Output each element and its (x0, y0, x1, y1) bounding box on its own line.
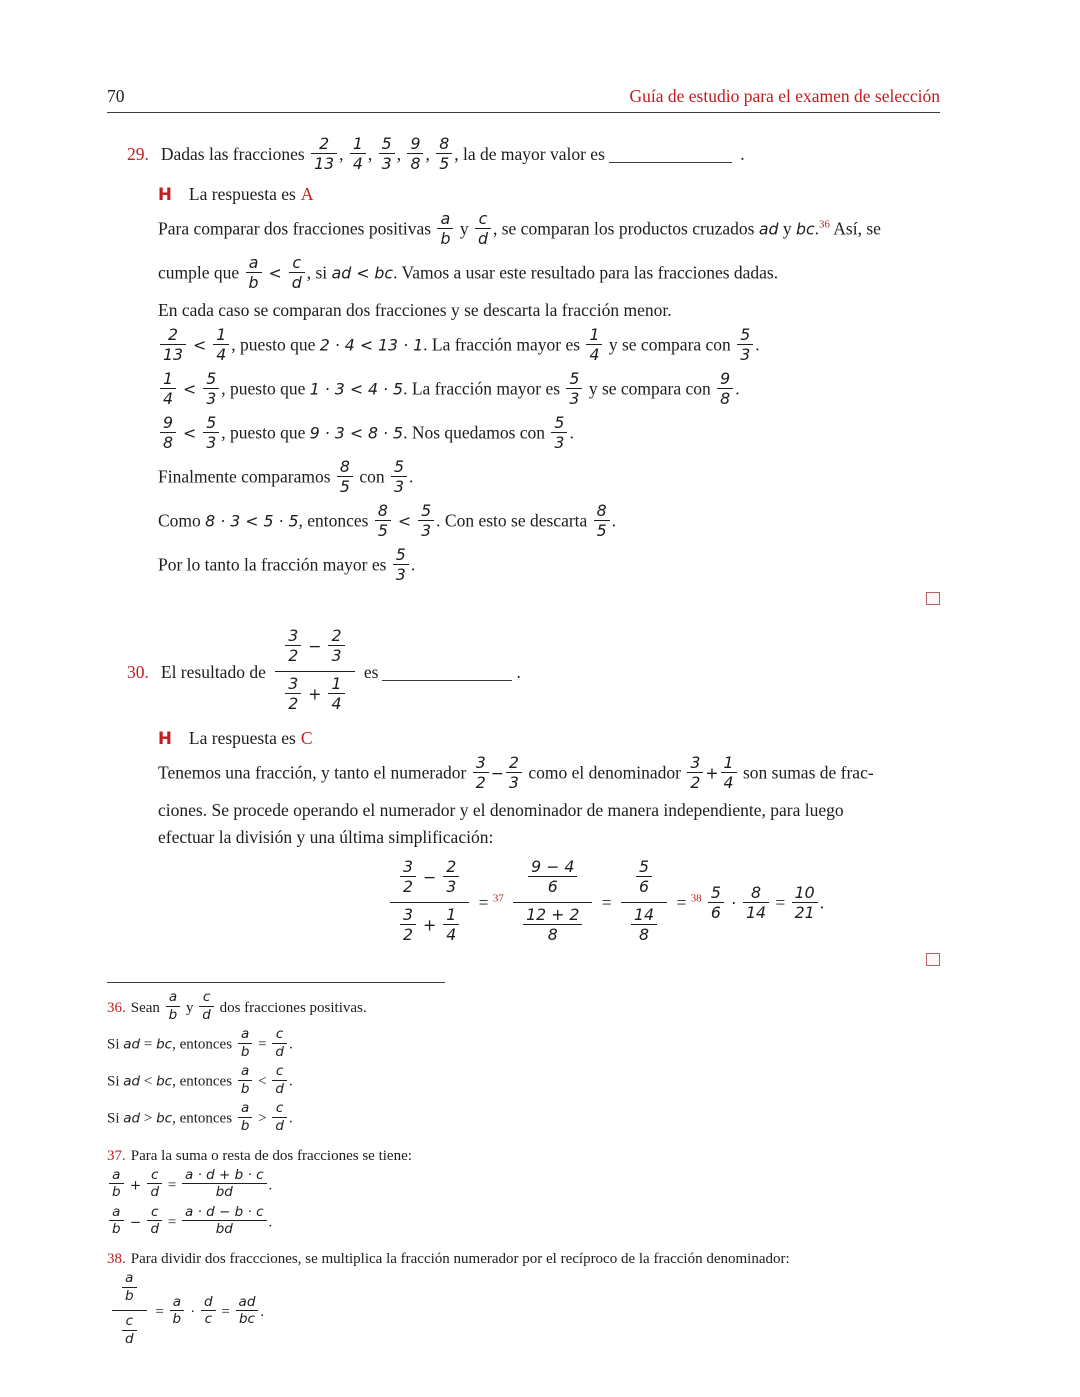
fraction: $\frac{3}{2}$ (285, 675, 301, 712)
footnote-text: Sean $\frac{a}{b}$ y $\frac{c}{d}$ dos fracciones positivas. (130, 989, 367, 1023)
fraction: $\frac{ad}{bc}$ (236, 1295, 259, 1327)
fraction: $\frac{5}{3}$ (203, 414, 219, 451)
problem-30 (107, 626, 940, 966)
fraction: $\frac{3}{2}$ (473, 754, 489, 791)
fraction: $\frac{1}{4}$ (586, 326, 602, 363)
answer-prefix: La respuesta es (188, 728, 296, 748)
answer-prefix: La respuesta es (188, 184, 296, 204)
fraction: $\frac{c}{d}$ (199, 990, 214, 1022)
fraction: $\frac{a}{b}$ (109, 1205, 124, 1237)
footnote-38 (107, 1251, 940, 1352)
footnote-number: 38. (107, 1250, 126, 1267)
footnote-line: $\frac{a}{b}$ − $\frac{c}{d}$ = $\frac{a \cdot d - b \cdot c}{bd}$ . (107, 1207, 940, 1239)
footnote-line: $\frac{\frac{a}{b}}{\frac{c}{d}}$ = $\frac{a}{b}$ · $\frac{d}{c}$ = $\frac{ad}{bc}$ . (107, 1273, 940, 1352)
math-expression: < (392, 511, 417, 531)
math-expression: + (418, 915, 442, 935)
problem-30-statement (127, 626, 940, 718)
math-expression: + (705, 763, 719, 783)
fraction: $\frac{c}{d}$ (122, 1314, 137, 1346)
footnote-number: 37. (107, 1147, 126, 1164)
fraction: $\frac{2}{13}$ (160, 326, 186, 363)
statement-text: Dadas las fracciones $\frac{2}{13}$ , $\frac{1}{4}$ , $\frac{5}{3}$ , $\frac{9}{8}$ , $\frac{8}{5}$ , la de mayor valor es . (160, 134, 745, 173)
footnote-text: Para la suma o resta de dos fracciones se tiene: (130, 1147, 412, 1164)
fraction: $\frac{5}{3}$ (203, 370, 219, 407)
fraction: $\frac{3}{2}$ (400, 858, 416, 895)
answer-line (158, 728, 940, 749)
fraction: $\frac{5}{3}$ (379, 135, 395, 172)
fraction: $\frac{2}{13}$ (311, 135, 337, 172)
problem-number: 30. (127, 661, 149, 682)
fraction: $\frac{2}{3}$ (506, 754, 522, 791)
fraction: $\frac{c}{d}$ (289, 254, 305, 291)
fraction: $\frac{5}{3}$ (551, 414, 567, 451)
footnote-line (107, 1251, 940, 1268)
fraction: $\frac{9}{8}$ (407, 135, 423, 172)
qed-box-icon (926, 592, 940, 605)
footnote-text: Para dividir dos fraccciones, se multiplica la fracción numerador por el recíproco de la fracción denominador: (130, 1250, 790, 1267)
math-expression: bc (156, 1110, 173, 1127)
footnote-ref: 38 (690, 892, 702, 905)
problem-29 (107, 134, 940, 605)
hint-marker: H (158, 729, 172, 748)
fraction: $\frac{1}{4}$ (160, 370, 176, 407)
fraction: $\frac{2}{3}$ (328, 627, 344, 664)
fraction: $\frac{9}{8}$ (717, 370, 733, 407)
complex-fraction (621, 858, 667, 947)
complex-fraction (275, 627, 354, 716)
fraction: $\frac{9 - 4}{6}$ (528, 858, 577, 895)
fraction: $\frac{a}{b}$ (122, 1271, 137, 1303)
fraction: $\frac{1}{4}$ (721, 754, 737, 791)
footnote-number: 36. (107, 999, 126, 1016)
math-expression: < (178, 423, 202, 443)
solution-line: En cada caso se comparan dos fracciones y se descarta la fracción menor. (158, 300, 672, 320)
solution-line: Tenemos una fracción, y tanto el numerador $\frac{3}{2}$ − $\frac{2}{3}$ como el denominador $\frac{3}{2}$ + $\frac{1}{4}$ son sumas de frac- (158, 753, 874, 792)
header-title: Guía de estudio para el examen de selección (629, 86, 940, 106)
math-expression: 2 · 4 < 13 · 1 (319, 335, 424, 355)
math-expression: 9 · 3 < 8 · 5 (309, 423, 404, 443)
fraction: $\frac{c}{d}$ (272, 1027, 287, 1059)
page-number: 70 (107, 86, 125, 106)
solution-line: efectuar la división y una última simplificación: (158, 827, 494, 847)
math-expression: + (125, 1177, 146, 1194)
solution-line: Por lo tanto la fracción mayor es $\frac{5}{3}$ . (158, 545, 416, 584)
fraction: $\frac{c}{d}$ (147, 1168, 162, 1200)
math-expression: + (303, 684, 327, 704)
math-expression: − (490, 763, 504, 783)
solution-line: Como 8 · 3 < 5 · 5, entonces $\frac{8}{5}$ < $\frac{5}{3}$ . Con esto se descarta $\frac{8}{5}$ . (158, 501, 617, 540)
fraction: $\frac{5}{6}$ (708, 884, 724, 921)
solution-line: cumple que $\frac{a}{b}$ < $\frac{c}{d}$ , si ad < bc. Vamos a usar este resultado para las fracciones dadas. (158, 253, 779, 292)
solution-line: $\frac{2}{13}$ < $\frac{1}{4}$ , puesto que 2 · 4 < 13 · 1. La fracción mayor es $\frac{1}{4}$ y se compara con $\frac{5}{3}$ . (158, 328, 940, 365)
math-expression: ad (123, 1073, 141, 1090)
math-expression: · (725, 893, 741, 913)
footnote-line (107, 1148, 940, 1165)
solution-29 (158, 209, 940, 585)
fraction: $\frac{a}{b}$ (109, 1168, 124, 1200)
fraction: $\frac{8}{14}$ (743, 884, 769, 921)
fraction: $\frac{c}{d}$ (475, 210, 491, 247)
complex-fraction (390, 858, 469, 947)
fraction: $\frac{5}{3}$ (393, 546, 409, 583)
fraction: $\frac{1}{4}$ (443, 906, 459, 943)
math-expression: bc (795, 219, 815, 239)
hint-marker: H (158, 185, 172, 204)
fraction: $\frac{5}{3}$ (418, 502, 434, 539)
fraction: $\frac{d}{c}$ (201, 1295, 216, 1327)
fraction: $\frac{14}{8}$ (631, 906, 657, 943)
fraction: $\frac{c}{d}$ (147, 1205, 162, 1237)
math-expression: < (263, 263, 287, 283)
problem-number: 29. (127, 143, 149, 164)
solution-line: $\frac{9}{8}$ < $\frac{5}{3}$ , puesto que 9 · 3 < 8 · 5. Nos quedamos con $\frac{5}{3}$ . (158, 416, 940, 453)
math-expression: ad (123, 1110, 141, 1127)
answer-blank (609, 144, 732, 163)
footnote-ref: 37 (492, 892, 504, 905)
statement-text: El resultado de $\frac{3}{2}$ − $\frac{2}{3}$ $\frac{3}{2}$ + $\frac{1}{4}$ es . (161, 662, 521, 682)
math-expression: · (186, 1304, 199, 1321)
solution-30 (158, 753, 940, 848)
fraction: $\frac{2}{3}$ (443, 858, 459, 895)
fraction: $\frac{3}{2}$ (285, 627, 301, 664)
display-equation: $\frac{3}{2}$ − $\frac{2}{3}$ $\frac{3}{2}$ + $\frac{1}{4}$ = $^{37}$ $\frac{\frac{9 - 4}{6}}{\frac{12 + 2}{8}}$ = $\frac{\frac{5}{6}}{\frac{14}{8}}$ = $^{38}$ $\frac{5}{6}$ · $\frac{8}{14}$ = $\frac{10}{21}$ . (385, 860, 940, 949)
math-expression: ad (758, 219, 779, 239)
fraction: $\frac{a}{b}$ (238, 1027, 253, 1059)
qed-box-icon (926, 953, 940, 966)
math-expression: − (303, 636, 327, 656)
math-expression: ad (123, 1036, 141, 1053)
answer-letter: A (300, 184, 314, 204)
fraction: $\frac{1}{4}$ (350, 135, 366, 172)
solution-line: $\frac{1}{4}$ < $\frac{5}{3}$ , puesto que 1 · 3 < 4 · 5. La fracción mayor es $\frac{5}{3}$ y se compara con $\frac{9}{8}$ . (158, 372, 940, 409)
fraction: $\frac{a \cdot d + b \cdot c}{bd}$ (182, 1168, 266, 1200)
fraction: $\frac{5}{3}$ (566, 370, 582, 407)
fraction: $\frac{1}{4}$ (213, 326, 229, 363)
answer-line (158, 184, 940, 205)
fraction: $\frac{5}{3}$ (737, 326, 753, 363)
fraction: $\frac{8}{5}$ (337, 458, 353, 495)
footnote-36 (107, 989, 940, 1136)
problem-29-statement (127, 134, 940, 174)
footnote-line: Si ad > bc, entonces $\frac{a}{b}$ > $\frac{c}{d}$ . (107, 1100, 293, 1135)
footnote-line: Si ad < bc, entonces $\frac{a}{b}$ < $\frac{c}{d}$ . (107, 1063, 293, 1097)
fraction: $\frac{a}{b}$ (238, 1064, 253, 1096)
complex-fraction (513, 858, 592, 947)
solution-line: ciones. Se procede operando el numerador y el denominador de manera independiente, para luego (158, 800, 844, 820)
math-expression: 1 · 3 < 4 · 5 (309, 379, 404, 399)
fraction: $\frac{3}{2}$ (687, 754, 703, 791)
math-expression: − (125, 1214, 146, 1231)
fraction: $\frac{1}{4}$ (328, 675, 344, 712)
fraction: $\frac{5}{3}$ (391, 458, 407, 495)
footnote-ref: 36 (819, 218, 830, 231)
answer-letter: C (300, 728, 313, 748)
fraction: $\frac{a}{b}$ (170, 1295, 185, 1327)
footnote-37 (107, 1148, 940, 1239)
fraction: $\frac{8}{5}$ (375, 502, 391, 539)
page-header (107, 86, 940, 113)
fraction: $\frac{8}{5}$ (594, 502, 610, 539)
math-expression: < (188, 335, 212, 355)
fraction: $\frac{8}{5}$ (436, 135, 452, 172)
fraction: $\frac{a}{b}$ (246, 254, 262, 291)
fraction: $\frac{a}{b}$ (166, 990, 181, 1022)
fraction: $\frac{9}{8}$ (160, 414, 176, 451)
footnote-line (107, 989, 940, 1024)
math-expression: bc (156, 1073, 173, 1090)
fraction: $\frac{3}{2}$ (400, 906, 416, 943)
footnote-line: $\frac{a}{b}$ + $\frac{c}{d}$ = $\frac{a \cdot d + b \cdot c}{bd}$ . (107, 1170, 940, 1202)
footnote-rule (107, 982, 445, 983)
math-expression: − (418, 867, 442, 887)
fraction: $\frac{a}{b}$ (238, 1101, 253, 1133)
solution-line: Para comparar dos fracciones positivas $\frac{a}{b}$ y $\frac{c}{d}$ , se comparan los productos cruzados ad y bc.$^{36}$ Así, se (158, 209, 881, 248)
fraction: $\frac{a}{b}$ (437, 210, 453, 247)
fraction: $\frac{c}{d}$ (272, 1101, 287, 1133)
footnote-line: Si ad = bc, entonces $\frac{a}{b}$ = $\frac{c}{d}$ . (107, 1026, 293, 1060)
fraction: $\frac{12 + 2}{8}$ (523, 906, 582, 943)
math-expression: < (178, 379, 202, 399)
complex-fraction (112, 1271, 147, 1350)
math-expression: bc (156, 1036, 173, 1053)
fraction: $\frac{a \cdot d - b \cdot c}{bd}$ (182, 1205, 266, 1237)
math-expression: ad < bc (331, 263, 394, 283)
fraction: $\frac{10}{21}$ (792, 884, 818, 921)
math-expression: 8 · 3 < 5 · 5 (205, 511, 299, 531)
answer-blank (382, 662, 512, 681)
fraction: $\frac{c}{d}$ (272, 1064, 287, 1096)
fraction: $\frac{5}{6}$ (636, 858, 652, 895)
solution-line: Finalmente comparamos $\frac{8}{5}$ con $\frac{5}{3}$ . (158, 457, 414, 496)
